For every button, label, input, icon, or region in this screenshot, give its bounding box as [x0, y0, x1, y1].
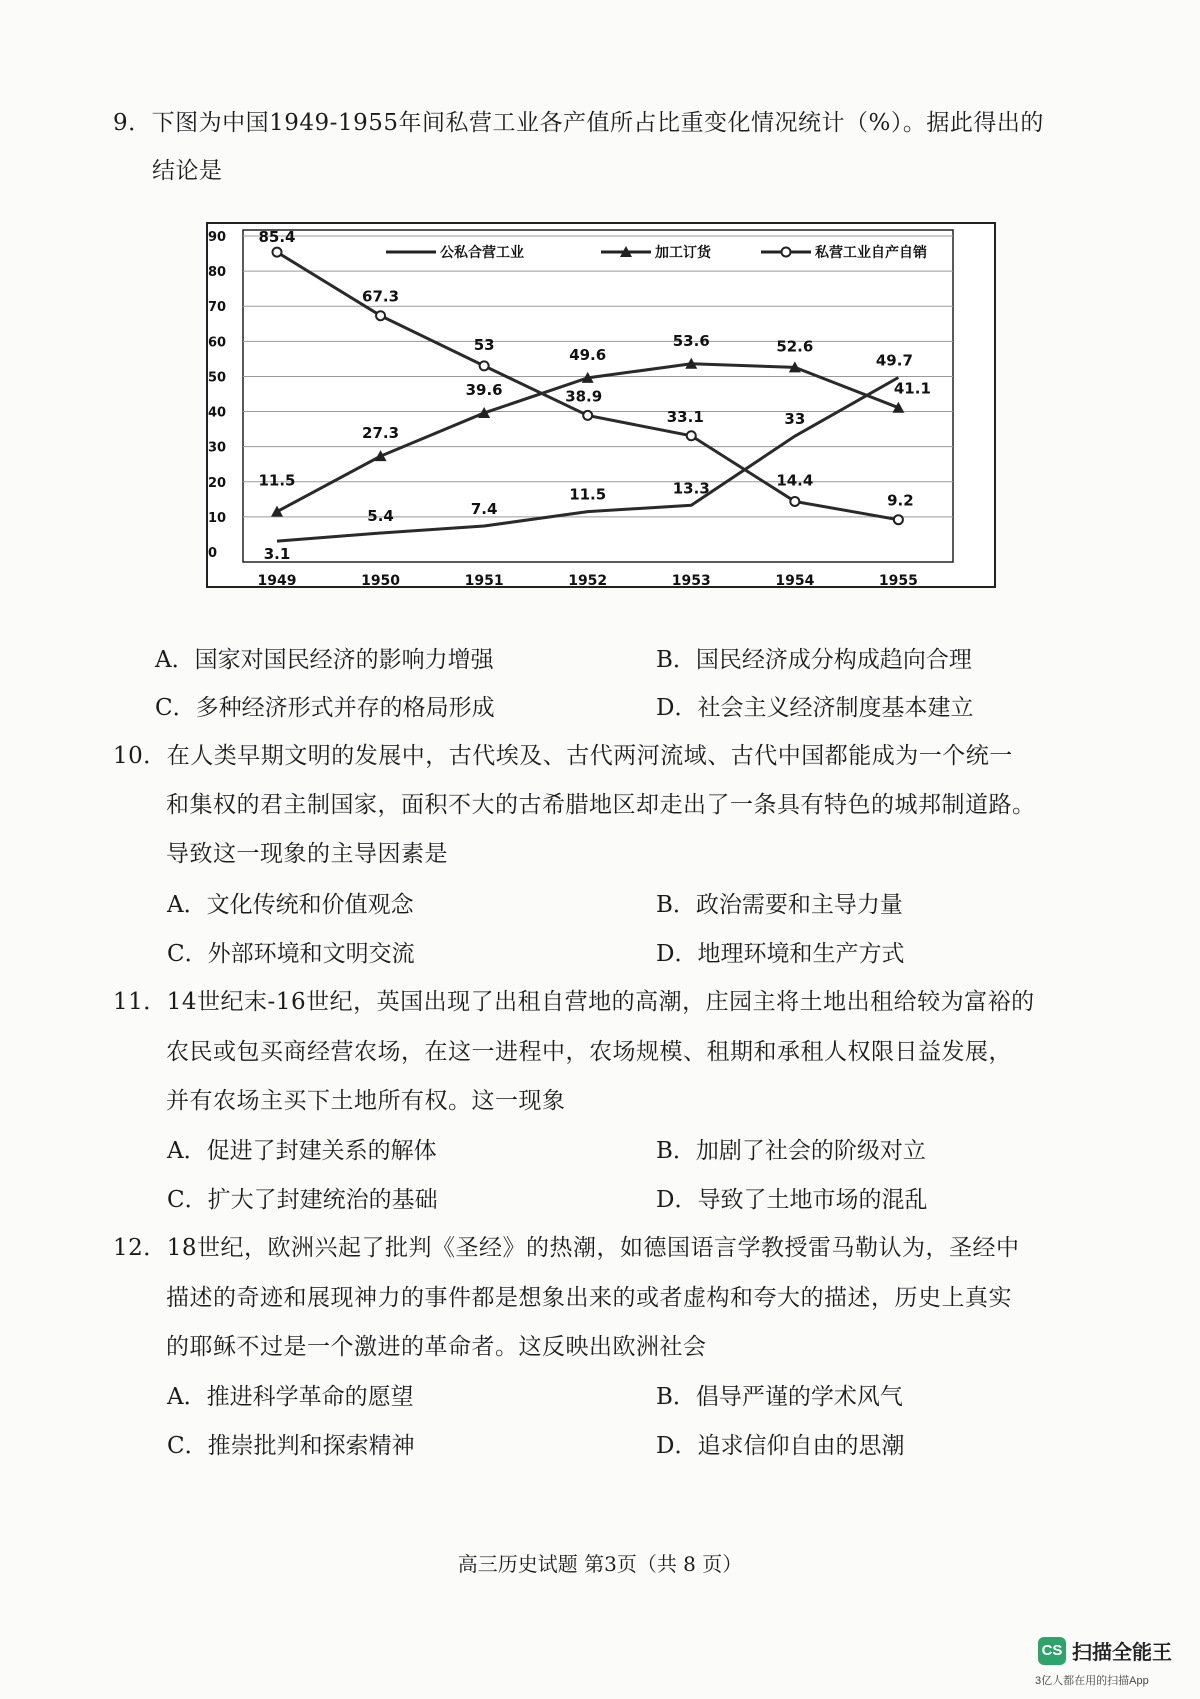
q10-stem-line3: 导致这一现象的主导因素是 [166, 841, 448, 867]
q11-option-c: C．扩大了封建统治的基础 [167, 1187, 438, 1213]
page-footer: 高三历史试题 第3页（共 8 页） [457, 1552, 743, 1576]
q11-number: 11． [113, 989, 167, 1015]
scanner-app-name: 扫描全能王 [1072, 1642, 1172, 1664]
q9-stem-line2: 结论是 [152, 158, 223, 184]
y-tick-label: 20 [208, 475, 227, 491]
data-label: 13.3 [672, 479, 710, 498]
y-tick-label: 0 [208, 546, 218, 561]
data-label: 33 [784, 410, 806, 429]
data-label: 9.2 [887, 491, 914, 510]
q12-stem-text: 18世纪，欧洲兴起了批判《圣经》的热潮，如德国语言学教授雷马勒认为，圣经中 [166, 1235, 1020, 1261]
q11-stem-text: 14世纪末-16世纪，英国出现了出租自营地的高潮，庄园主将土地出租给较为富裕的 [166, 989, 1035, 1015]
data-label: 11.5 [569, 485, 607, 504]
chart-canvas [206, 222, 996, 626]
q12-option-c: C．推崇批判和探索精神 [167, 1433, 415, 1459]
y-tick-label: 80 [208, 265, 227, 281]
x-tick-label: 1950 [361, 573, 401, 589]
data-label: 7.4 [470, 500, 498, 519]
q10-number: 10． [113, 743, 167, 769]
data-label: 85.4 [258, 228, 296, 247]
q11-stem-line1 [113, 983, 1035, 1016]
q10-option-c: C．外部环境和文明交流 [167, 941, 415, 967]
y-tick-label: 90 [208, 230, 227, 245]
data-label: 14.4 [776, 471, 814, 490]
q11-option-a: A．促进了封建关系的解体 [167, 1138, 437, 1164]
data-label: 39.6 [465, 380, 503, 399]
data-point-circle [790, 497, 799, 506]
q10-stem-line1 [113, 737, 1013, 770]
x-tick-label: 1953 [671, 573, 711, 589]
q10-stem-line2: 和集权的君主制国家，面积不大的古希腊地区却走出了一条具有特色的城邦制道路。 [166, 792, 1036, 818]
q9-option-a: A．国家对国民经济的影响力增强 [155, 647, 494, 673]
q9-stem-text: 下图为中国1949-1955年间私营工业各产值所占比重变化情况统计（%）。据此得出的 [151, 110, 1044, 136]
data-point-circle [376, 311, 385, 320]
data-label: 41.1 [893, 379, 931, 398]
legend-label: 加工订货 [655, 245, 711, 261]
scanner-tagline: 3亿人都在用的扫描App [1035, 1675, 1149, 1687]
data-label: 49.6 [569, 345, 607, 364]
data-label: 11.5 [258, 471, 296, 490]
q11-stem-line2: 农民或包买商经营农场，在这一进程中，农场规模、租期和承租人权限日益发展， [166, 1039, 1012, 1065]
data-label: 38.9 [565, 387, 603, 406]
x-tick-label: 1949 [257, 573, 297, 589]
q10-option-b: B．政治需要和主导力量 [656, 892, 903, 918]
data-point-circle [583, 411, 592, 420]
legend-label: 公私合营工业 [440, 245, 524, 261]
y-tick-label: 60 [208, 335, 227, 351]
data-point-circle [480, 361, 489, 370]
q11-option-b: B．加剧了社会的阶级对立 [656, 1138, 926, 1164]
q12-option-d: D．追求信仰自由的思潮 [656, 1433, 905, 1459]
scanner-badge [1038, 1636, 1172, 1665]
x-tick-label: 1951 [464, 573, 504, 589]
q9-number: 9． [113, 110, 152, 136]
q9-option-d: D．社会主义经济制度基本建立 [656, 695, 974, 721]
x-tick-label: 1952 [568, 573, 608, 589]
data-label: 5.4 [367, 507, 394, 526]
legend-label: 私营工业自产自销 [815, 245, 927, 261]
q11-stem-line3: 并有农场主买下土地所有权。这一现象 [166, 1088, 566, 1114]
q12-number: 12． [113, 1235, 167, 1261]
q12-stem-line1 [113, 1229, 1020, 1262]
q11-option-d: D．导致了土地市场的混乱 [656, 1187, 928, 1213]
q9-stem-line1 [113, 104, 1044, 137]
data-label: 27.3 [362, 424, 400, 443]
y-tick-label: 10 [208, 510, 227, 526]
data-label: 49.7 [875, 351, 913, 370]
q12-stem-line2: 描述的奇迹和展现神力的事件都是想象出来的或者虚构和夸大的描述，历史上真实 [166, 1285, 1012, 1311]
data-point-circle [894, 515, 903, 524]
data-label: 67.3 [362, 287, 400, 306]
q10-stem-text: 在人类早期文明的发展中，古代埃及、古代两河流域、古代中国都能成为一个统一 [166, 743, 1013, 769]
q9-option-c: C．多种经济形式并存的格局形成 [155, 695, 495, 721]
y-tick-label: 30 [208, 440, 227, 456]
data-label: 53.6 [672, 331, 710, 350]
q12-stem-line3: 的耶稣不过是一个激进的革命者。这反映出欧洲社会 [166, 1334, 707, 1360]
x-tick-label: 1955 [878, 573, 918, 589]
data-point-circle [273, 248, 282, 257]
data-point-circle [687, 431, 696, 440]
q10-option-a: A．文化传统和价值观念 [167, 892, 414, 918]
q9-option-b: B．国民经济成分构成趋向合理 [656, 647, 972, 673]
camscanner-logo-icon: CS [1038, 1637, 1066, 1665]
x-tick-label: 1954 [775, 573, 815, 589]
data-label: 3.1 [263, 545, 291, 564]
data-label: 33.1 [666, 407, 704, 426]
q12-option-a: A．推进科学革命的愿望 [167, 1384, 414, 1410]
y-tick-label: 40 [208, 405, 227, 421]
q12-option-b: B．倡导严谨的学术风气 [656, 1384, 903, 1410]
legend-marker-circle [782, 248, 791, 257]
y-tick-label: 50 [208, 370, 227, 386]
data-label: 52.6 [776, 337, 814, 356]
data-label: 53 [473, 335, 495, 354]
q9-line-chart [206, 222, 996, 626]
q10-option-d: D．地理环境和生产方式 [656, 941, 905, 967]
y-tick-label: 70 [208, 300, 227, 316]
